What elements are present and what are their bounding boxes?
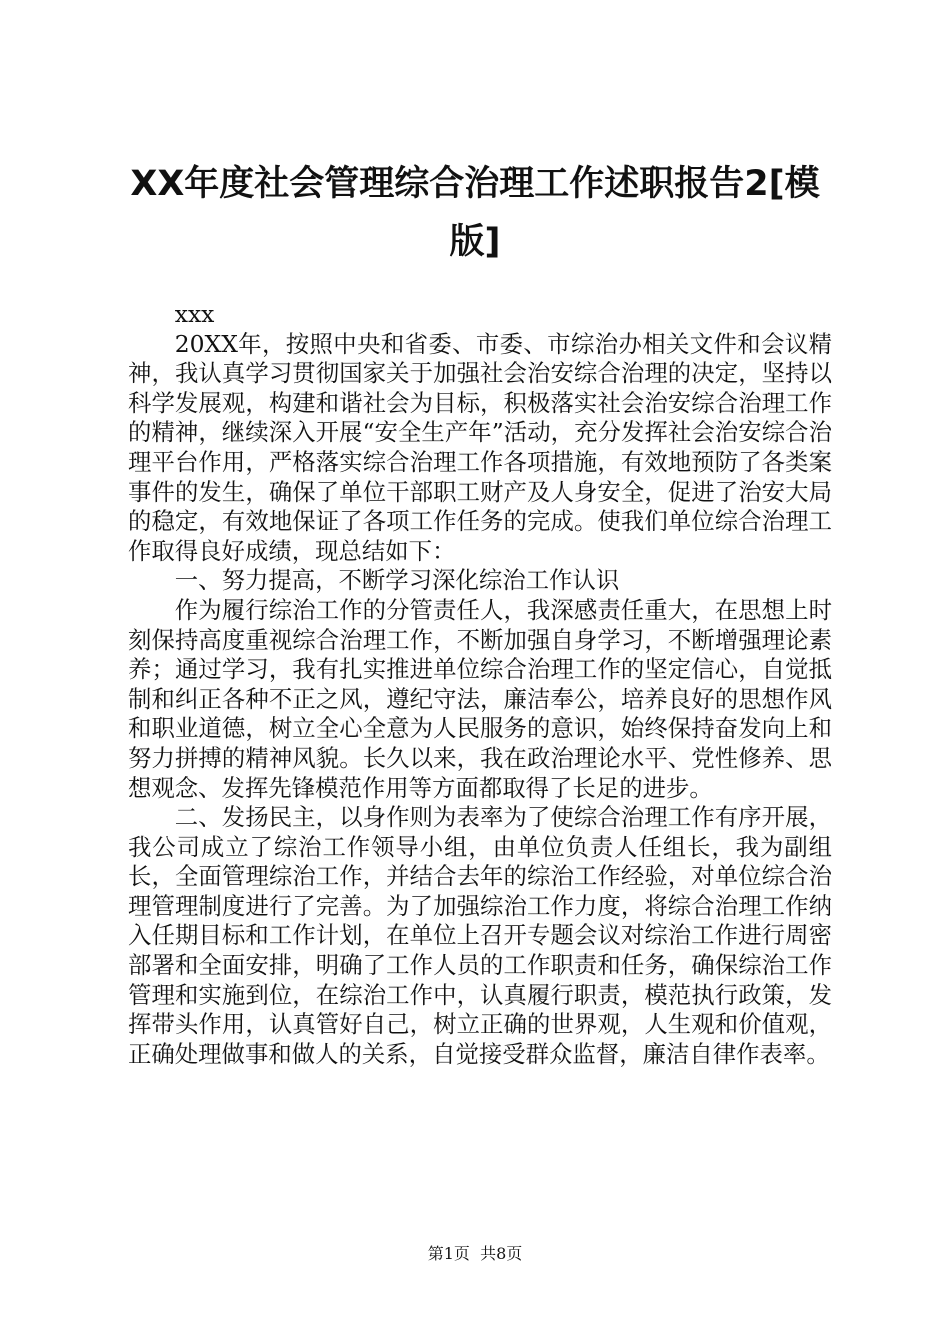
document-title: XX年度社会管理综合治理工作述职报告2[模版] [130,164,820,262]
author-line: xxx [174,300,215,328]
page-footer [0,1243,950,1265]
paragraph-section-2: 二、发扬民主，以身作则为表率为了使综合治理工作有序开展，我公司成立了综治工作领导小组，由单位负责人任组长，我为副组长，全面管理综治工作，并结合去年的综治工作经验，对单位综合治理管理制度进行了完善。为了加强综治工作力度，将综合治理工作纳入任期目标和工作计划，在单位上召开专题会议对综治工作进行周密部署和全面安排，明确了工作人员的工作职责和任务，确保综治工作管理和实施到位，在综治工作中，认真履行职责，模范执行政策，发挥带头作用，认真管好自己，树立正确的世界观，人生观和价值观，正确处理做事和做人的关系，自觉接受群众监督，廉洁自律作表率。 [128,803,832,1068]
document-body [128,300,832,1069]
paragraph-section-1: 作为履行综治工作的分管责任人，我深感责任重大，在思想上时刻保持高度重视综合治理工作，不断加强自身学习，不断增强理论素养；通过学习，我有扎实推进单位综合治理工作的坚定信心，自觉抵制和纠正各种不正之风，遵纪守法，廉洁奉公，培养良好的思想作风和职业道德，树立全心全意为人民服务的意识，始终保持奋发向上和努力拼搏的精神风貌。长久以来，我在政治理论水平、党性修养、思想观念、发挥先锋模范作用等方面都取得了长足的进步。 [128,595,832,802]
page-number: 第1页 [427,1244,470,1263]
paragraph-intro: 20XX年，按照中央和省委、市委、市综治办相关文件和会议精神，我认真学习贯彻国家关于加强社会治安综合治理的决定，坚持以科学发展观，构建和谐社会为目标，积极落实社会治安综合治理工作的精神，继续深入开展“安全生产年”活动，充分发挥社会治安综合治理平台作用，严格落实综合治理工作各项措施，有效地预防了各类案事件的发生，确保了单位干部职工财产及人身安全，促进了治安大局的稳定，有效地保证了各项工作任务的完成。使我们单位综合治理工作取得良好成绩，现总结如下： [128,329,832,565]
page-total: 共8页 [480,1244,523,1263]
section-heading-1: 一、努力提高，不断学习深化综治工作认识 [174,566,620,595]
